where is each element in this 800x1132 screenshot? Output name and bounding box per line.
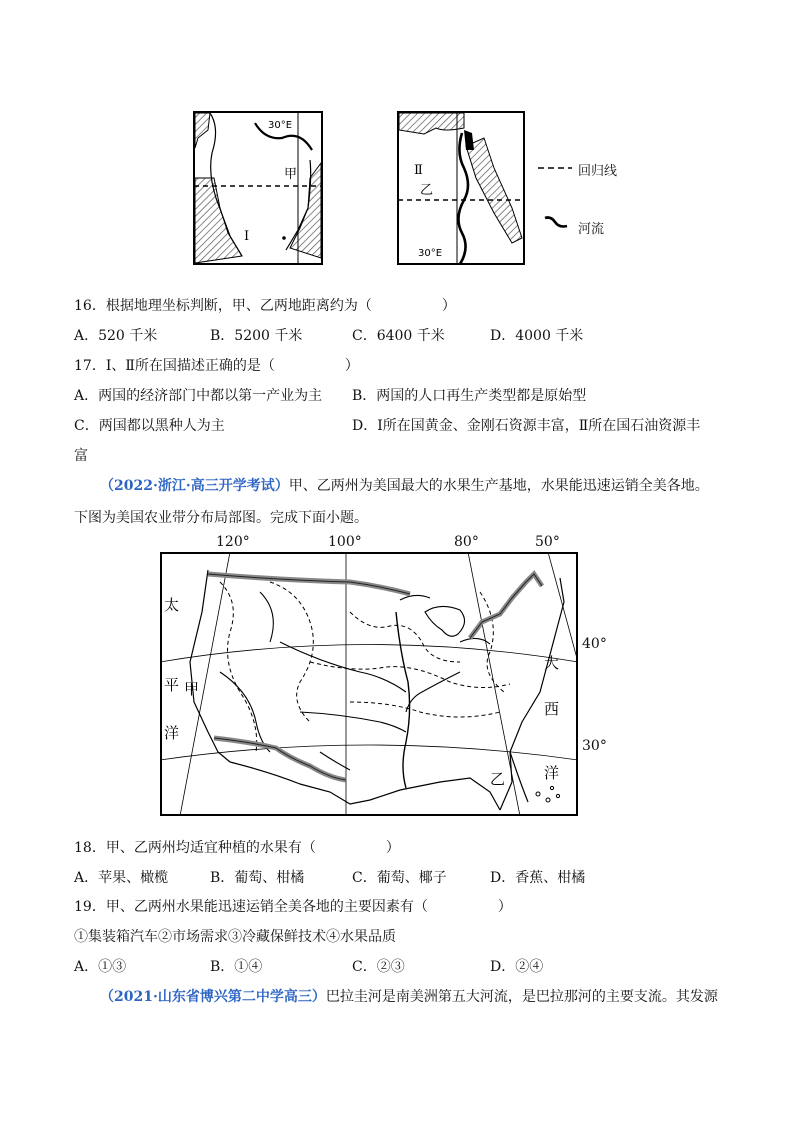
pacific-char-1: 太 <box>164 596 180 614</box>
q18-option-a[interactable]: A．苹果、橄榄 <box>74 870 169 886</box>
question-18-stem: 18．甲、乙两州均适宜种植的水果有（ ） <box>74 840 400 856</box>
legend-tropic-symbol <box>538 163 572 173</box>
lon-label-50: 50° <box>535 534 560 550</box>
atlantic-char-3: 洋 <box>544 764 560 782</box>
passage-1-source: （2022·浙江·高三开学考试） <box>100 478 289 494</box>
q19-factors: ①集装箱汽车②市场需求③冷藏保鲜技术④水果品质 <box>74 929 396 945</box>
lon-label-120: 120° <box>216 534 250 550</box>
map-nile-region <box>398 112 524 264</box>
question-16-stem: 16．根据地理坐标判断，甲、乙两地距离约为（ ） <box>74 298 456 314</box>
atlantic-char-2: 西 <box>544 700 560 718</box>
lon-label-100: 100° <box>328 534 362 550</box>
q19-option-c[interactable]: C．②③ <box>352 959 405 975</box>
passage-2-text: 巴拉圭河是南美洲第五大河流，是巴拉那河的主要支流。其发源 <box>325 989 718 1005</box>
left-map-jia-label: 甲 <box>284 167 298 182</box>
q18-option-b[interactable]: B．葡萄、柑橘 <box>210 870 305 886</box>
passage-2-source: （2021·山东省博兴第二中学高三） <box>100 989 326 1005</box>
africa-maps-figure <box>190 108 640 268</box>
legend-river-label: 河流 <box>578 222 605 237</box>
q17-option-a[interactable]: A．两国的经济部门中都以第一产业为主 <box>74 388 323 404</box>
q17-option-b[interactable]: B．两国的人口再生产类型都是原始型 <box>352 388 587 404</box>
q17-option-d-continued: 富 <box>74 448 88 464</box>
right-map-region-label: Ⅱ <box>414 163 423 178</box>
us-agriculture-map <box>160 552 578 816</box>
question-19-stem: 19．甲、乙两州水果能迅速运销全美各地的主要因素有（ ） <box>74 899 512 915</box>
left-map-region-label: Ⅰ <box>244 229 250 244</box>
q17-option-c[interactable]: C．两国都以黑种人为主 <box>74 418 225 434</box>
passage-1-text-2: 下图为美国农业带分布局部图。完成下面小题。 <box>74 510 368 526</box>
q18-option-c[interactable]: C．葡萄、椰子 <box>352 870 447 886</box>
q19-option-d[interactable]: D．②④ <box>490 959 544 975</box>
atlantic-char-1: 大 <box>544 654 560 672</box>
q16-option-b[interactable]: B．5200 千米 <box>210 328 303 344</box>
q19-option-a[interactable]: A．①③ <box>74 959 127 975</box>
q18-option-d[interactable]: D．香蕉、柑橘 <box>490 870 586 886</box>
jia-state-label: 甲 <box>184 680 200 698</box>
yi-state-label: 乙 <box>490 770 506 788</box>
legend-tropic-label: 回归线 <box>578 164 618 179</box>
pacific-char-2: 平 <box>164 676 180 694</box>
legend-river-symbol <box>543 214 571 230</box>
lon-label-80: 80° <box>454 534 479 550</box>
map-southern-africa <box>194 112 322 264</box>
left-map-lon-label: 30°E <box>268 120 293 131</box>
right-map-yi-label: 乙 <box>420 183 434 198</box>
q19-option-b[interactable]: B．①④ <box>210 959 263 975</box>
pacific-char-3: 洋 <box>164 724 180 742</box>
passage-1-line-1 <box>100 476 709 496</box>
q16-option-d[interactable]: D．4000 千米 <box>490 328 584 344</box>
q16-option-c[interactable]: C．6400 千米 <box>352 328 445 344</box>
lat-label-40: 40° <box>582 636 607 652</box>
passage-1-text-1: 甲、乙两州为美国最大的水果生产基地，水果能迅速运销全美各地。 <box>288 478 709 494</box>
q17-option-d[interactable]: D．Ⅰ所在国黄金、金刚石资源丰富，Ⅱ所在国石油资源丰 <box>352 418 701 434</box>
right-map-lon-label: 30°E <box>418 248 443 259</box>
lat-label-30: 30° <box>582 738 607 754</box>
question-17-stem: 17．Ⅰ、Ⅱ所在国描述正确的是（ ） <box>74 358 359 374</box>
q16-option-a[interactable]: A．520 千米 <box>74 328 158 344</box>
passage-2-line-1 <box>100 987 718 1007</box>
